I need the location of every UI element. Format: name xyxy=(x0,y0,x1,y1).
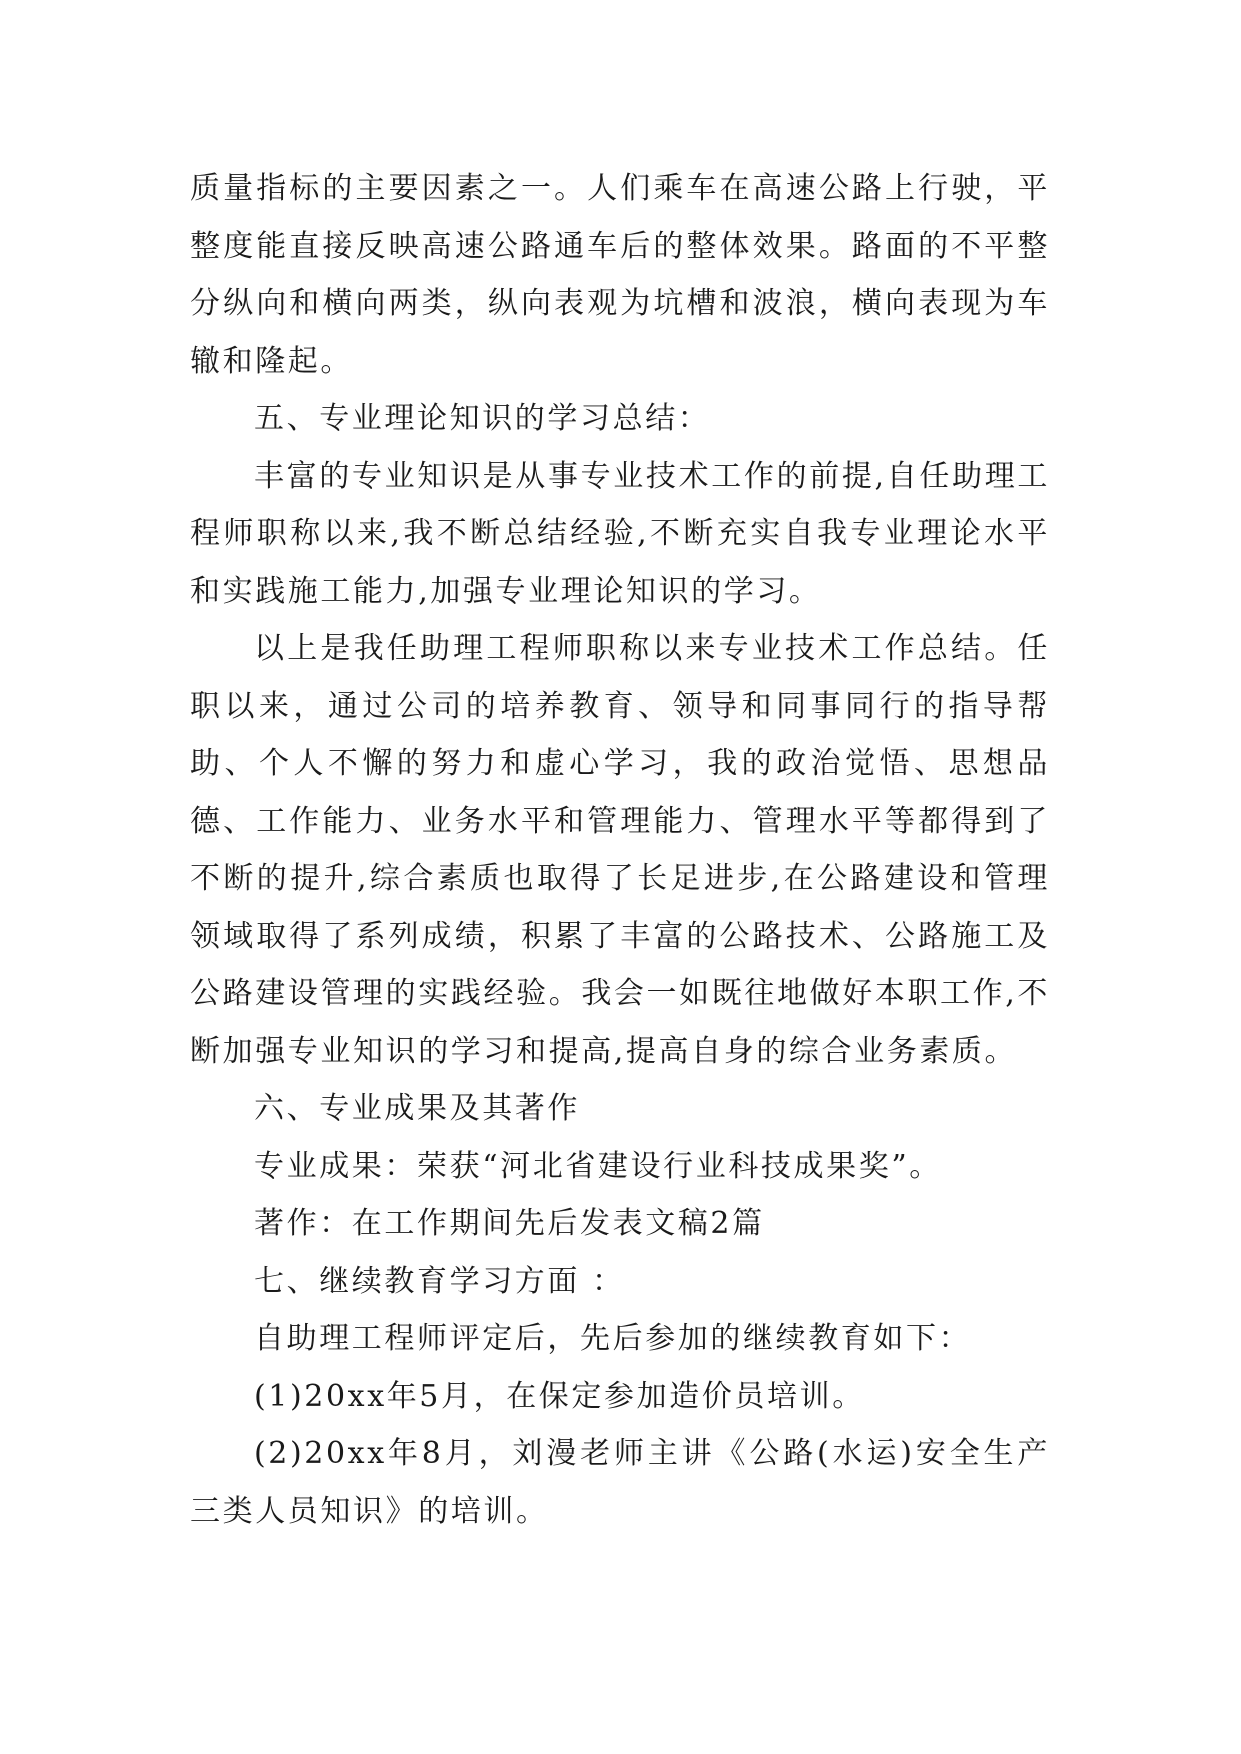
heading-continuing-education: 七、继续教育学习方面 ： xyxy=(254,1263,625,1299)
heading-achievements: 六、专业成果及其著作 xyxy=(254,1091,580,1126)
paragraph-theory-study: 丰富的专业知识是从事专业技术工作的前提,自任助理工程师职称以来,我不断总结经验,不断充实自我专业理论水平和实践施工能力,加强专业理论知识的学习。 xyxy=(190,458,1050,609)
paragraph-work-summary: 以上是我任助理工程师职称以来专业技术工作总结。任职以来，通过公司的培养教育、领导和同事同行的指导帮助、个人不懈的努力和虚心学习，我的政治觉悟、思想品德、工作能力、业务水平和管理能力、管理水平等都得到了不断的提升,综合素质也取得了长足进步,在公路建设和管理领域取得了系列成绩，积累了丰富的公路技术、公路施工及公路建设管理的实践经验。我会一如既往地做好本职工作,不断加强专业知识的学习和提高,提高自身的综合业务素质。 xyxy=(190,631,1050,1069)
paragraph-publications: 著作：在工作期间先后发表文稿2篇 xyxy=(254,1206,765,1241)
paragraph-achievement-award: 专业成果：荣获“河北省建设行业科技成果奖”。 xyxy=(254,1148,942,1184)
heading-theory-study: 五、专业理论知识的学习总结： xyxy=(254,401,711,436)
paragraph-education-intro: 自助理工程师评定后，先后参加的继续教育如下： xyxy=(254,1321,972,1356)
list-item-education-1: (1)20xx年5月，在保定参加造价员培训。 xyxy=(254,1378,865,1414)
paragraph-road-flatness: 质量指标的主要因素之一。人们乘车在高速公路上行驶，平整度能直接反映高速公路通车后的整体效果。路面的不平整分纵向和横向两类，纵向表观为坑槽和波浪，横向表现为车辙和隆起。 xyxy=(190,171,1050,379)
document-body xyxy=(190,160,1050,1540)
list-item-education-2: (2)20xx年8月，刘漫老师主讲《公路(水运)安全生产三类人员知识》的培训。 xyxy=(190,1436,1050,1529)
